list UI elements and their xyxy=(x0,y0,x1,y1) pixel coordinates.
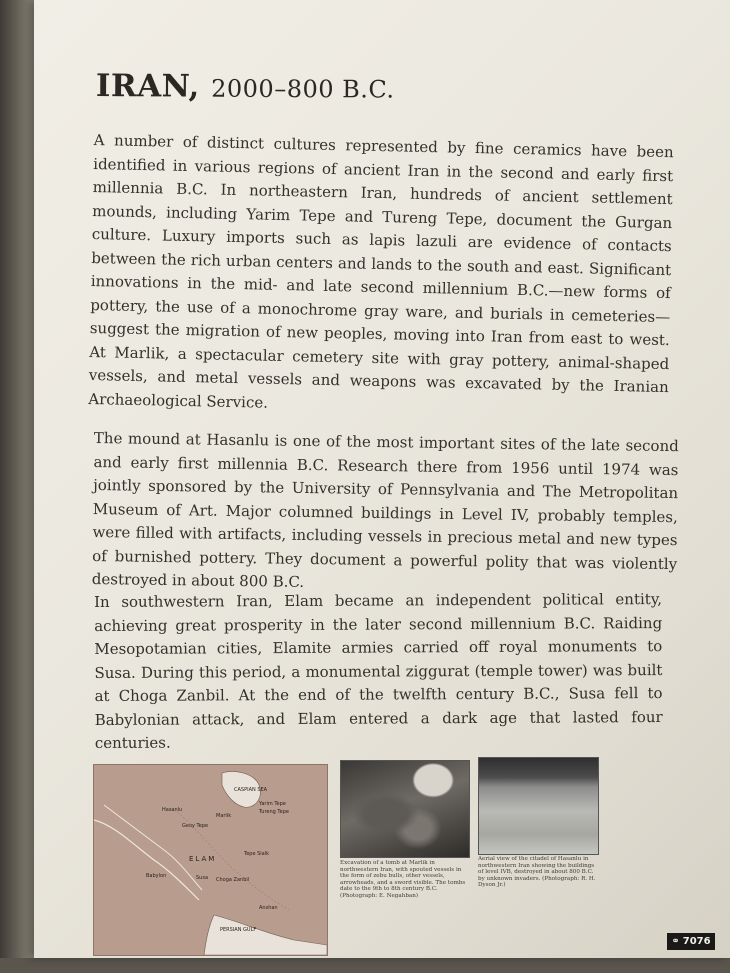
title-main: IRAN, xyxy=(95,68,200,105)
audio-guide-number: 7076 xyxy=(682,936,711,947)
map-label-caspian: CASPIAN SEA xyxy=(234,787,268,793)
paragraph-2: The mound at Hasanlu is one of the most important sites of the late second and early first millennia B.C. Research there from 1956 until 1974 was jointly sponsored by the University of Pennsylvania and The Metropolitan Museum of Art. Major columned buildings in Level IV, probably temples, were filled with artifacts, including vessels in precious metal and new types of burnished pottery. They document a powerful polity that was violently destroyed in about 800 B.C. xyxy=(91,428,679,591)
map-label-choga-zanbil: Choga Zanbil xyxy=(216,877,250,883)
map-label-susa: Susa xyxy=(196,875,209,881)
map-label-tepe-sialk: Tepe Sialk xyxy=(244,851,270,857)
persian-gulf-shape xyxy=(204,915,327,955)
map-label-tureng-tepe: Tureng Tepe xyxy=(259,809,289,815)
marlik-tomb-photo xyxy=(340,760,470,858)
headphones-icon: ⚭ xyxy=(671,936,680,947)
title-dates: 2000–800 B.C. xyxy=(211,74,395,104)
map-label-persian-gulf: PERSIAN GULF xyxy=(220,927,257,933)
wall-left xyxy=(0,0,34,973)
wall-bottom xyxy=(0,958,730,973)
map-label-elam: ELAM xyxy=(189,855,217,863)
audio-guide-badge xyxy=(667,933,715,950)
paragraph-3: In southwestern Iran, Elam became an independent political entity, achieving great prosperity in the later second millennium B.C. Raiding Mesopotamian cities, Elamite armies carried off royal monuments to Susa. During this period, a monumental ziggurat (temple tower) was built at Choga Zanbil. At the end of the twelfth century B.C., Susa fell to Babylonian attack, and Elam entered a dark age that lasted four centuries. xyxy=(94,590,663,752)
map-label-babylon: Babylon xyxy=(146,873,167,879)
paragraph-1: A number of distinct cultures represented by fine ceramics have been identified in various regions of ancient Iran in the second and early first millennia B.C. In northeastern Iran, hundreds of ancient settlement mounds, including Yarim Tepe and Tureng Tepe, document the Gurgan culture. Luxury imports such as lapis lazuli are evidence of contacts between the rich urban centers and lands to the south and east. Significant innovations in the mid- and late second millennium B.C.—new forms of pottery, the use of a monochrome gray ware, and burials in cemeteries—suggest the migration of new peoples, moving into Iran from east to west. At Marlik, a spectacular cemetery site with gray pottery, animal-shaped vessels, and metal vessels and weapons was excavated by the Iranian Archaeological Service. xyxy=(88,130,674,412)
panel-title xyxy=(96,68,395,106)
exhibit-panel xyxy=(34,0,730,958)
map-label-anshan: Anshan xyxy=(259,905,278,911)
map-label-geoy-tepe: Geoy Tepe xyxy=(182,823,209,829)
region-map xyxy=(93,764,328,956)
hasanlu-aerial-photo xyxy=(478,757,599,855)
map-label-marlik: Marlik xyxy=(216,813,232,819)
map-label-hasanlu: Hasanlu xyxy=(162,807,183,813)
river-line xyxy=(94,820,199,900)
marlik-photo-caption: Excavation of a tomb at Marlik in northwestern Iran, with spouted vessels in the form of zebu bulls, other vessels, arrowheads, and a sword visible. The tombs date to the 9th to 8th century B.C. (Photograph: E. Negahban) xyxy=(340,860,466,899)
map-label-yarim-tepe: Yarim Tepe xyxy=(259,801,286,807)
hasanlu-photo-caption: Aerial view of the citadel of Hasanlu in northwestern Iran showing the buildings of level IVB, destroyed in about 800 B.C. by unknown invaders. (Photograph: R. H. Dyson Jr.) xyxy=(478,856,596,889)
